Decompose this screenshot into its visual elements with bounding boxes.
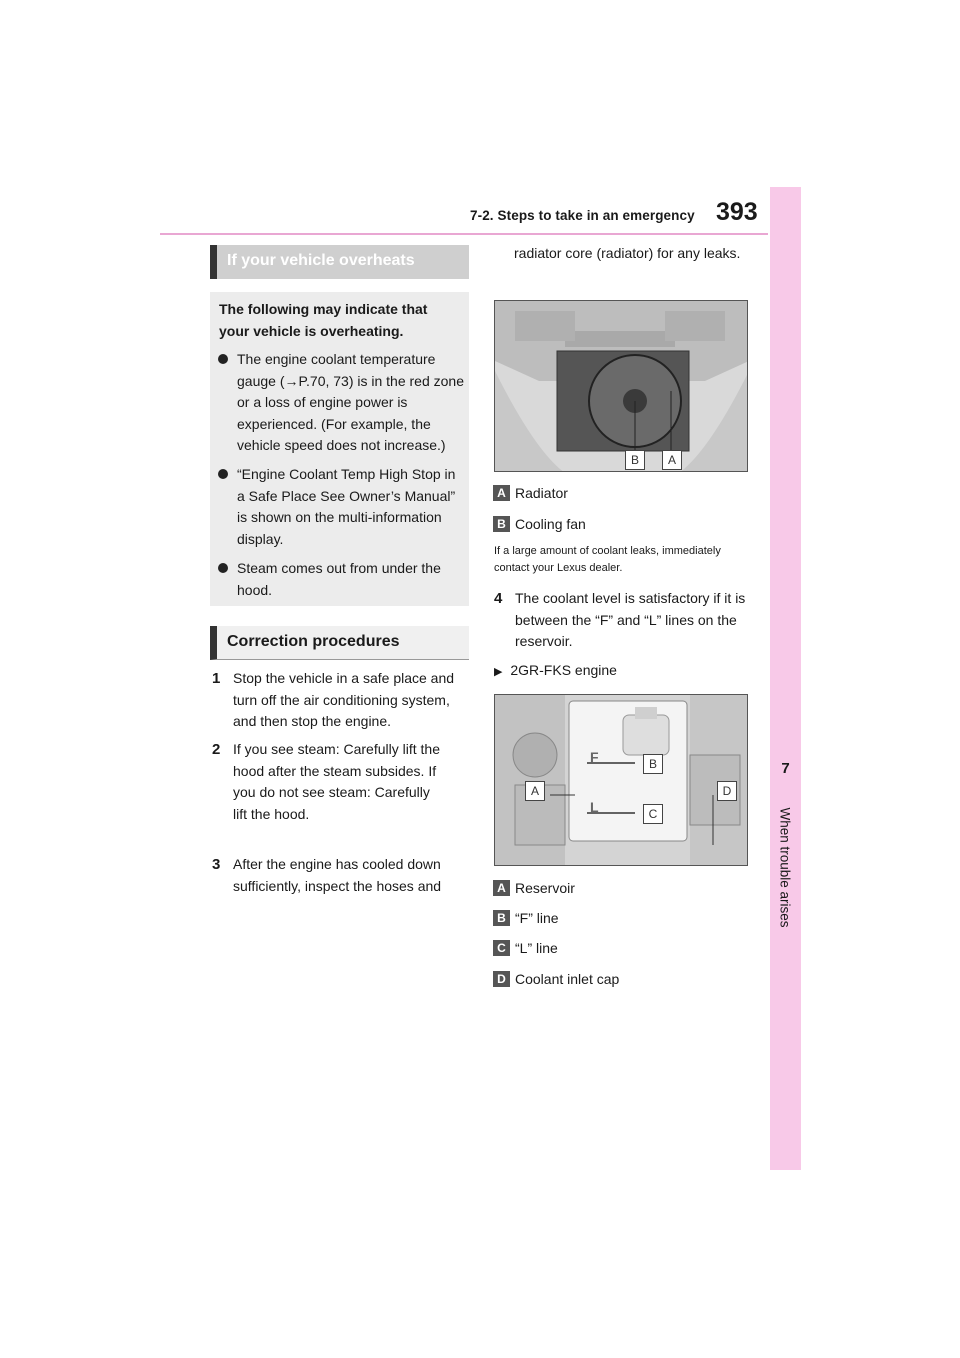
step-text: The coolant level is satisfactory if it is between the “F” and “L” lines on the reservoir. <box>515 590 746 649</box>
section-title: 7-2. Steps to take in an emergency <box>470 208 695 223</box>
overheat-intro: The following may indicate that your vehicle is overheating. <box>219 301 428 339</box>
bullet-dot-icon <box>218 354 228 364</box>
triangle-bullet-icon: ▶ <box>494 666 503 678</box>
header-rule <box>160 233 768 235</box>
callout-a: A <box>662 450 682 470</box>
legend-label: “L” line <box>515 940 558 956</box>
step-number: 1 <box>212 670 221 687</box>
radiator-illustration <box>495 301 748 472</box>
legend-key: C <box>493 940 510 956</box>
step-number: 3 <box>212 856 221 873</box>
callout-c: C <box>643 804 663 824</box>
step-text: Stop the vehicle in a safe place and turn off the air conditioning system, and then stop the engine. <box>233 670 455 729</box>
bullet-text: The engine coolant temperature gauge (→P.70, 73) is in the red zone or a loss of engine power is experienced. (For example, the vehicle speed does not increase.) <box>237 351 465 453</box>
legend-key: D <box>493 971 510 987</box>
step-text: If you see steam: Carefully lift the hood after the steam subsides. If you do not see steam: Carefully lift the hood. <box>233 741 440 822</box>
legend-label: “F” line <box>515 910 559 926</box>
step3-continued: radiator core (radiator) for any leaks. <box>514 245 741 261</box>
bullet-text: Steam comes out from under the hood. <box>237 560 441 598</box>
overheat-heading <box>210 245 469 279</box>
correction-heading <box>210 626 469 660</box>
legend-key: B <box>493 910 510 926</box>
callout-d: D <box>717 781 737 801</box>
legend-key: B <box>493 516 510 532</box>
legend-label: Radiator <box>515 485 568 501</box>
legend-label: Reservoir <box>515 880 575 896</box>
callout-b: B <box>625 450 645 470</box>
legend-label: Cooling fan <box>515 516 586 532</box>
callout-b: B <box>643 754 663 774</box>
chapter-title: When trouble arises <box>777 807 793 928</box>
overheat-heading-text: If your vehicle overheats <box>227 252 415 269</box>
chapter-number: 7 <box>781 760 790 777</box>
bullet-dot-icon <box>218 563 228 573</box>
page-number: 393 <box>716 198 758 226</box>
bullet-dot-icon <box>218 469 228 479</box>
reservoir-figure <box>494 694 748 866</box>
engine-variant-text: 2GR-FKS engine <box>510 662 617 678</box>
bullet-text: “Engine Coolant Temp High Stop in a Safe Place See Owner’s Manual” is shown on the multi-information display. <box>237 466 456 547</box>
step-number: 2 <box>212 741 221 758</box>
f-line-mark: F <box>590 749 599 765</box>
chapter-side-tab <box>770 187 801 1170</box>
engine-variant <box>494 660 617 684</box>
radiator-figure <box>494 300 748 472</box>
legend-key: A <box>493 880 510 896</box>
correction-heading-text: Correction procedures <box>227 633 400 650</box>
legend-key: A <box>493 485 510 501</box>
legend-label: Coolant inlet cap <box>515 971 620 987</box>
step-number: 4 <box>494 590 503 607</box>
callout-a: A <box>525 781 545 801</box>
l-line-mark: L <box>590 799 599 815</box>
coolant-leak-note: If a large amount of coolant leaks, immediately contact your Lexus dealer. <box>494 545 721 574</box>
step-text: After the engine has cooled down sufficiently, inspect the hoses and <box>233 856 442 894</box>
